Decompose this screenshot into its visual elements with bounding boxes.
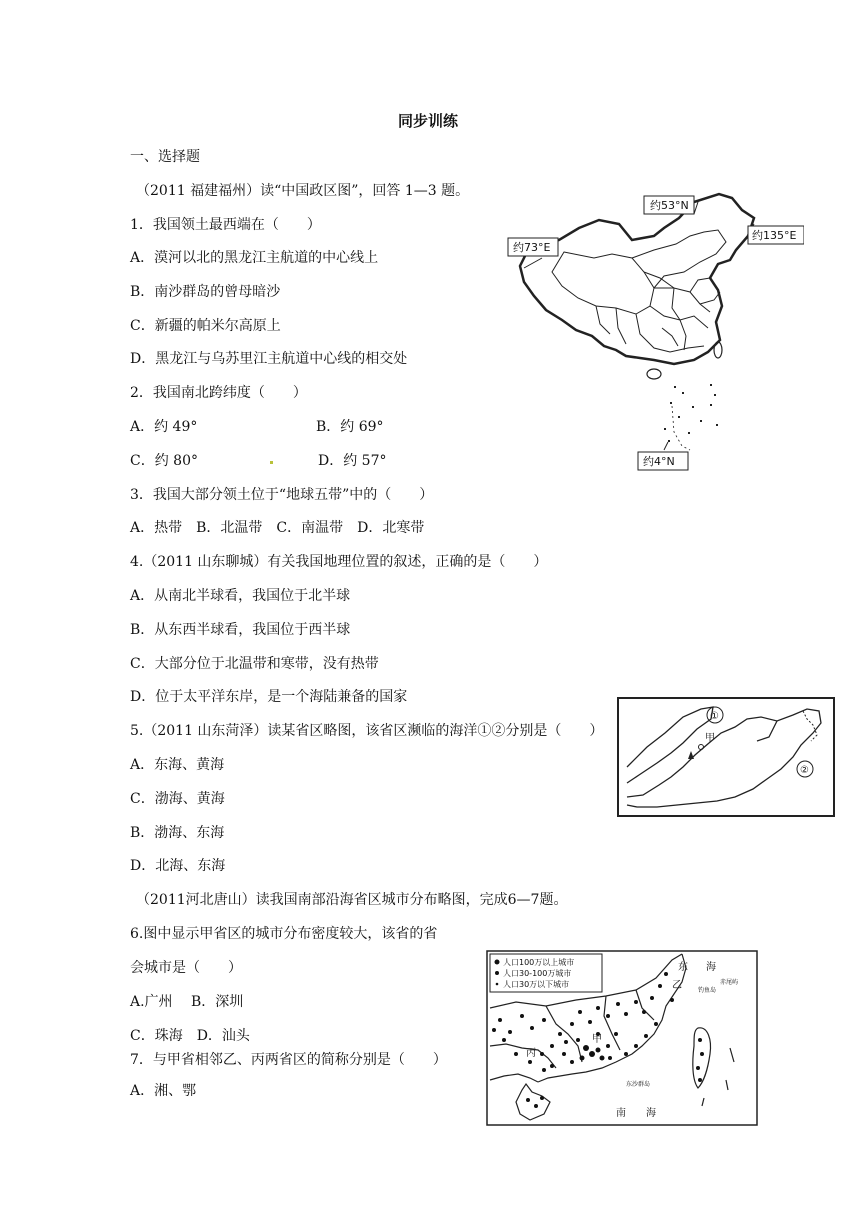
map1-west-label: 约73°E [513, 241, 551, 254]
q6-options-cd: C．珠海 D．汕头 [130, 1028, 250, 1044]
q1-option-d: D．黑龙江与乌苏里江主航道中心线的相交处 [130, 351, 408, 367]
q7-option-a: A．湘、鄂 [130, 1083, 197, 1099]
page-title: 同步训练 [398, 112, 459, 130]
q4-option-a: A．从南北半球看，我国位于北半球 [130, 588, 351, 604]
map3-bing: 丙 [526, 1048, 536, 1059]
map1-east-label: 约135°E [752, 229, 797, 242]
q4-stem: 4.（2011 山东聊城）有关我国地理位置的叙述，正确的是（ ） [130, 554, 548, 570]
q1-option-b: B．南沙群岛的曾母暗沙 [130, 284, 281, 300]
q4-option-d: D．位于太平洋东岸，是一个海陆兼备的国家 [130, 689, 408, 705]
china-outline [520, 194, 754, 364]
province-map-figure [617, 697, 837, 819]
china-map-figure [504, 188, 804, 478]
q6-stem-line2: 会城市是（ ） [130, 960, 242, 976]
q6-options-ab: A.广州 B．深圳 [130, 994, 244, 1010]
q2-option-c: C．约 80° [130, 453, 198, 469]
city-distribution-map-figure [486, 950, 758, 1126]
map1-south-label: 约4°N [643, 455, 675, 468]
q1-option-a: A．漠河以北的黑龙江主航道的中心线上 [130, 250, 379, 266]
map1-north-label: 约53°N [650, 199, 689, 212]
map2-circle1: ① [710, 711, 719, 722]
map3-island1: 钓鱼岛 [698, 987, 717, 994]
q5-stem: 5.（2011 山东菏泽）读某省区略图，该省区濒临的海洋①②分别是（ ） [130, 723, 604, 739]
q5-option-a: A．东海、黄海 [130, 757, 225, 773]
legend-small-city: 人口30万以下城市 [503, 980, 570, 989]
intro-q6-7: （2011河北唐山）读我国南部沿海省区城市分布略图，完成6—7题。 [136, 892, 568, 908]
map3-jia: 甲 [592, 1034, 602, 1045]
map3-dong: 东 [678, 962, 688, 973]
q4-option-c: C．大部分位于北温带和寒带，没有热带 [130, 656, 379, 672]
q5-option-d: D．北海、东海 [130, 858, 226, 874]
map3-hai-south: 海 [646, 1108, 656, 1119]
legend-large-city: 人口100万以上城市 [503, 958, 575, 967]
q1-option-c: C．新疆的帕米尔高原上 [130, 318, 281, 334]
legend-medium-city: 人口30-100万城市 [503, 969, 572, 978]
map3-hai-east: 海 [706, 962, 716, 973]
q2-option-d: D．约 57° [318, 453, 387, 469]
q5-option-c: C．渤海、黄海 [130, 791, 225, 807]
stray-mark [270, 461, 273, 464]
q2-stem: 2．我国南北跨纬度（ ） [130, 385, 307, 401]
map3-island2: 赤尾屿 [720, 979, 739, 986]
map2-jia-label: 甲 [705, 733, 715, 744]
q3-stem: 3．我国大部分领土位于“地球五带”中的（ ） [130, 487, 434, 503]
q4-option-b: B．从东西半球看，我国位于西半球 [130, 622, 351, 638]
intro-q1-3: （2011 福建福州）读“中国政区图”，回答 1—3 题。 [136, 183, 470, 199]
map3-nan: 南 [616, 1108, 626, 1119]
q1-stem: 1．我国领土最西端在（ ） [130, 217, 321, 233]
q6-stem-line1: 6.图中显示甲省区的城市分布密度较大，该省的省 [130, 926, 438, 942]
q2-option-b: B．约 69° [316, 419, 384, 435]
q2-option-a: A．约 49° [130, 419, 198, 435]
section-heading: 一、选择题 [130, 149, 200, 165]
q5-option-b: B．渤海、东海 [130, 825, 225, 841]
map3-yi: 乙 [672, 980, 682, 991]
map3-island3: 东沙群岛 [626, 1081, 651, 1088]
q3-options: A．热带 B．北温带 C．南温带 D．北寒带 [130, 520, 425, 536]
map2-circle2: ② [800, 765, 809, 776]
q7-stem: 7．与甲省相邻乙、丙两省区的简称分别是（ ） [130, 1052, 447, 1068]
